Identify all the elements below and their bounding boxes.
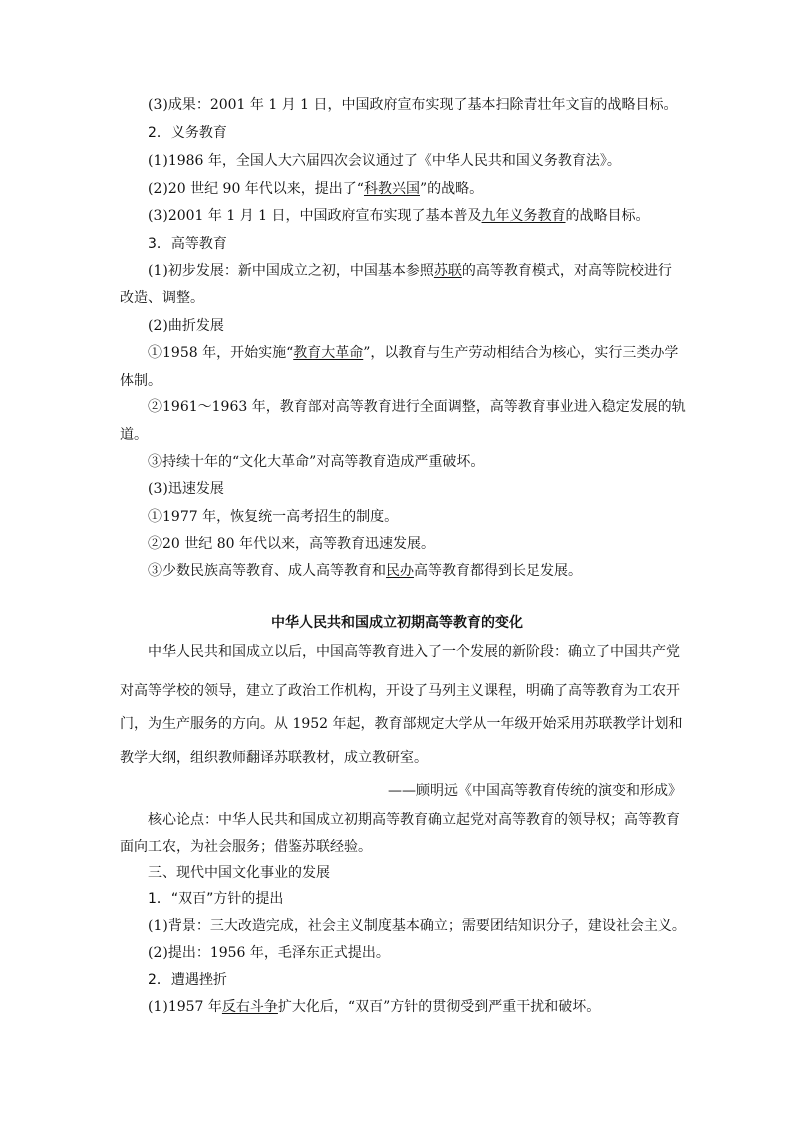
underlined-term: 九年义务教育 (481, 208, 566, 224)
heading-compulsory-education: 2．义务教育 (148, 125, 227, 141)
underlined-term: 教育大革命 (293, 345, 364, 361)
higher-item-2-1-line-1: ①1958 年，开始实施“教育大革命”，以教育与生产劳动相结合为核心，实行三类办学 (148, 345, 679, 361)
heading-higher-education: 3．高等教育 (148, 236, 227, 252)
higher-item-2-2-line-1: ②1961～1963 年，教育部对高等教育进行全面调整，高等教育事业进入稳定发展的轨 (148, 399, 686, 415)
higher-item-3-3: ③少数民族高等教育、成人高等教育和民办高等教育都得到长足发展。 (148, 563, 582, 579)
compulsory-item-2: (2)20 世纪 90 年代以来，提出了“科教兴国”的战略。 (148, 181, 484, 197)
higher-item-2-1-line-2: 体制。 (120, 373, 162, 389)
result-line: (3)成果：2001 年 1 月 1 日，中国政府宣布实现了基本扫除青壮年文盲的战略目标。 (148, 97, 678, 113)
reading-line-1: 中华人民共和国成立以后，中国高等教育进入了一个发展的新阶段：确立了中国共产党 (148, 644, 680, 660)
core-argument-line-1: 核心论点：中华人民共和国成立初期高等教育确立起党对高等教育的领导权；高等教育 (148, 812, 680, 828)
higher-item-2-2-line-2: 道。 (120, 427, 148, 443)
higher-item-3-1: ①1977 年，恢复统一高考招生的制度。 (148, 509, 399, 525)
underlined-term: 苏联 (433, 263, 462, 279)
reading-source: ——顾明远《中国高等教育传统的演变和形成》 (388, 783, 682, 799)
reading-title: 中华人民共和国成立初期高等教育的变化 (271, 615, 523, 631)
higher-item-3-heading: (3)迅速发展 (148, 481, 224, 497)
reading-line-4: 教学大纲，组织教师翻译苏联教材，成立教研室。 (120, 750, 428, 766)
reading-line-2: 对高等学校的领导，建立了政治工作机构，开设了马列主义课程，明确了高等教育为工农开 (120, 683, 680, 699)
heading-shuangbai: 1．“双百”方针的提出 (148, 891, 284, 907)
shuangbai-item-1: (1)背景：三大改造完成，社会主义制度基本确立；需要团结知识分子，建设社会主义。 (148, 918, 686, 934)
underlined-term: 民办 (386, 563, 414, 579)
underlined-term: 反右斗争 (221, 999, 278, 1015)
setbacks-item-1: (1)1957 年反右斗争扩大化后，“双百”方针的贯彻受到严重干扰和破坏。 (148, 999, 601, 1015)
reading-line-3: 门，为生产服务的方向。从 1952 年起，教育部规定大学从一年级开始采用苏联教学计划和 (120, 716, 683, 732)
core-argument-line-2: 面向工农，为社会服务；借鉴苏联经验。 (120, 839, 372, 855)
higher-item-2-heading: (2)曲折发展 (148, 318, 224, 334)
heading-setbacks: 2．遭遇挫折 (148, 972, 227, 988)
higher-item-1-line-1: (1)初步发展：新中国成立之初，中国基本参照苏联的高等教育模式，对高等院校进行 (148, 263, 672, 279)
underlined-term: 科教兴国 (363, 181, 420, 197)
higher-item-1-line-2: 改造、调整。 (120, 290, 204, 306)
shuangbai-item-2: (2)提出：1956 年，毛泽东正式提出。 (148, 945, 390, 961)
compulsory-item-1: (1)1986 年，全国人大六届四次会议通过了《中华人民共和国义务教育法》。 (148, 153, 621, 169)
section-iii-heading: 三、现代中国文化事业的发展 (148, 865, 330, 881)
compulsory-item-3: (3)2001 年 1 月 1 日，中国政府宣布实现了基本普及九年义务教育的战略目标。 (148, 208, 650, 224)
higher-item-3-2: ②20 世纪 80 年代以来，高等教育迅速发展。 (148, 536, 435, 552)
higher-item-2-3: ③持续十年的“文化大革命”对高等教育造成严重破坏。 (148, 454, 485, 470)
